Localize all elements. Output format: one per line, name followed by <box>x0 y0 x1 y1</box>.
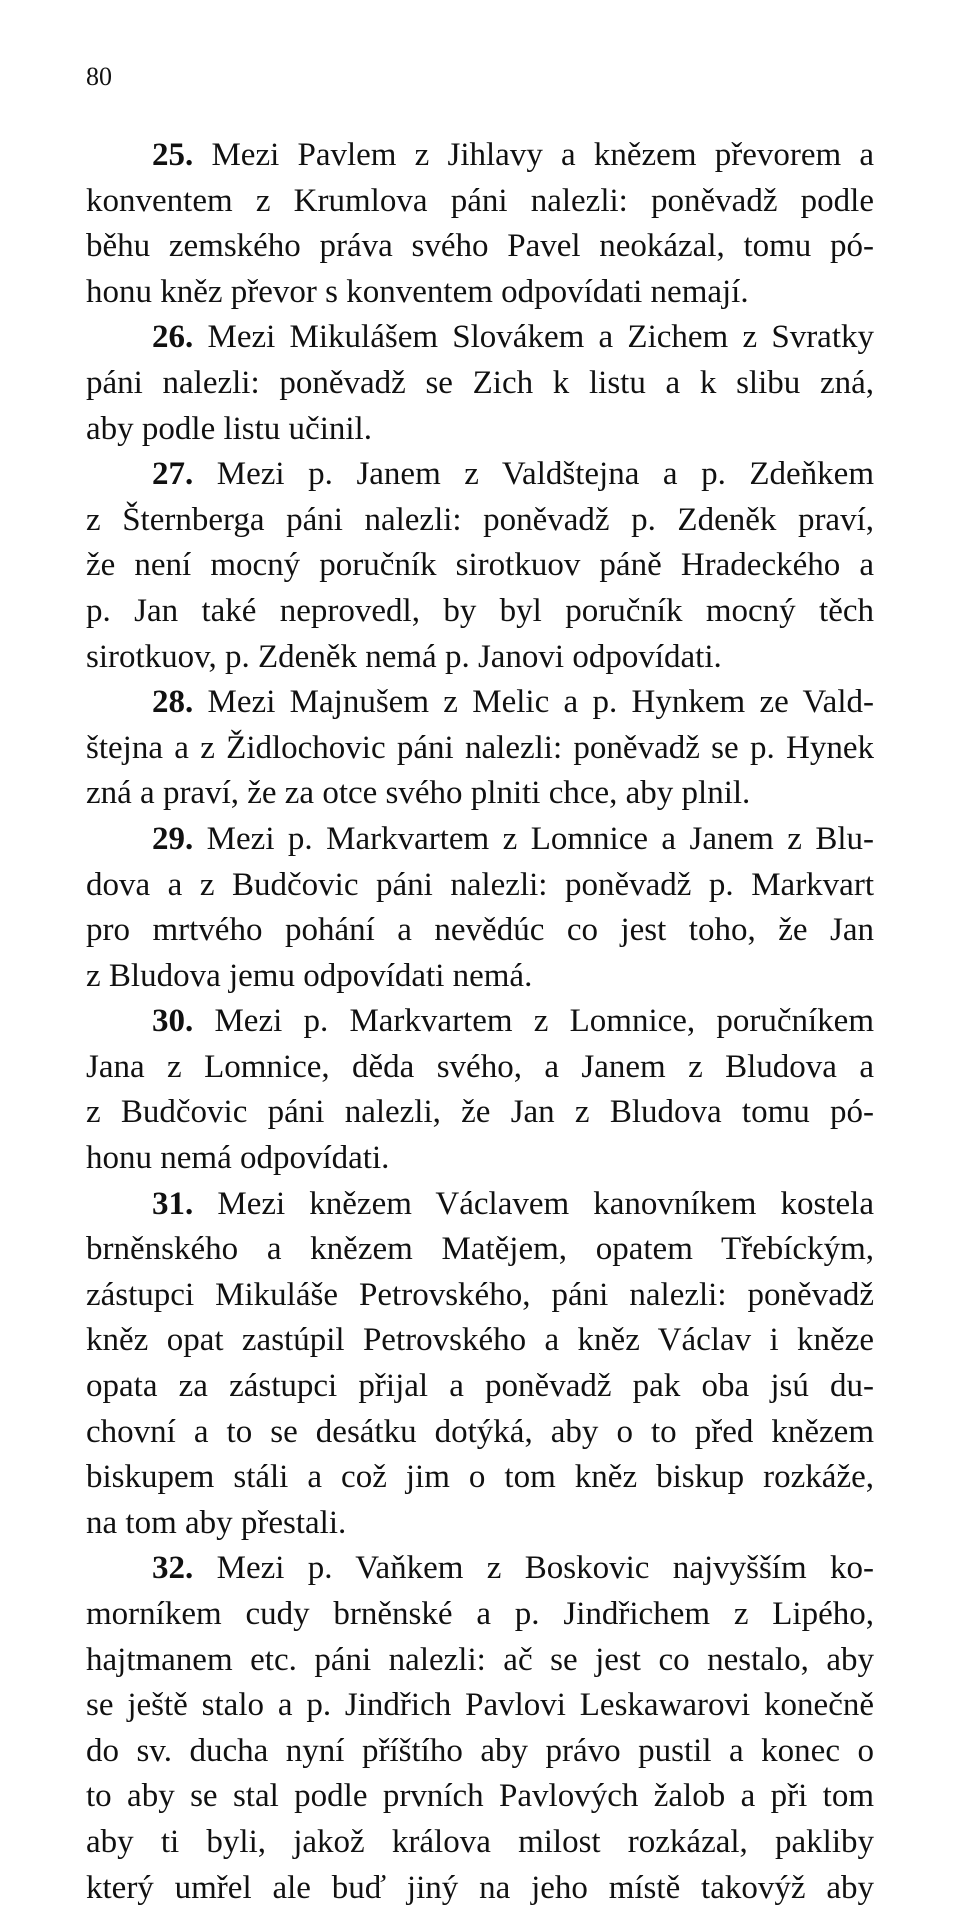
line-text: se ještě stalo a p. Jindřich Pavlovi Leskawarovi konečně <box>86 1687 874 1724</box>
text-line <box>86 1227 874 1273</box>
line-text: honu nemá odpovídati. <box>86 1140 390 1177</box>
text-line <box>86 771 874 817</box>
line-text: běhu zemského práva svého Pavel neokázal, tomu pó- <box>86 228 874 265</box>
paragraph-first-line <box>86 133 874 179</box>
line-text: Mezi Mikulášem Slovákem a Zichem z Svratky <box>193 319 874 356</box>
line-text: opata za zástupci přijal a poněvadž pak oba jsú du- <box>86 1368 874 1405</box>
paragraph-number: 28. <box>152 684 194 721</box>
paragraph-number: 32. <box>152 1550 194 1587</box>
line-text: na tom aby přestali. <box>86 1504 347 1541</box>
paragraph-first-line <box>86 817 874 863</box>
line-text: zástupci Mikuláše Petrovského, páni nalezli: poněvadž <box>86 1276 874 1313</box>
text-line <box>86 863 874 909</box>
text-line <box>86 954 874 1000</box>
text-line <box>86 1090 874 1136</box>
paragraph-number: 30. <box>152 1003 194 1040</box>
line-text: brněnského a knězem Matějem, opatem Třebíckým, <box>86 1231 874 1268</box>
line-text: Mezi Majnušem z Melic a p. Hynkem ze Vald- <box>193 684 874 721</box>
line-text: Mezi p. Janem z Valdštejna a p. Zdeňkem <box>193 456 874 493</box>
line-text: aby ti byli, jakož králova milost rozkázal, pakliby <box>86 1823 874 1860</box>
line-text: páni nalezli: poněvadž se Zich k listu a k slibu zná, <box>86 364 874 401</box>
line-text: dova a z Budčovic páni nalezli: poněvadž p. Markvart <box>86 866 874 903</box>
text-line <box>86 1638 874 1684</box>
line-text: Jana z Lomnice, děda svého, a Janem z Bludova a <box>86 1048 874 1085</box>
paragraph-first-line <box>86 1182 874 1228</box>
text-line <box>86 1866 874 1911</box>
text-line <box>86 1136 874 1182</box>
text-line <box>86 1455 874 1501</box>
paragraph-number: 27. <box>152 456 194 493</box>
line-text: z Budčovic páni nalezli, že Jan z Bludova tomu pó- <box>86 1094 874 1131</box>
text-line <box>86 179 874 225</box>
line-text: z Bludova jemu odpovídati nemá. <box>86 957 533 994</box>
text-line <box>86 726 874 772</box>
line-text: Mezi p. Markvartem z Lomnice, poručníkem <box>193 1003 874 1040</box>
text-line <box>86 589 874 635</box>
paragraph-first-line <box>86 452 874 498</box>
line-text: do sv. ducha nyní příštího aby právo pustil a konec o <box>86 1732 874 1769</box>
line-text: honu kněz převor s konventem odpovídati nemají. <box>86 273 749 310</box>
text-line <box>86 1774 874 1820</box>
text-line <box>86 543 874 589</box>
text-line <box>86 1364 874 1410</box>
text-line <box>86 1501 874 1547</box>
text-line <box>86 1820 874 1866</box>
line-text: to aby se stal podle prvních Pavlových žalob a při tom <box>86 1778 874 1815</box>
line-text: štejna a z Židlochovic páni nalezli: poněvadž se p. Hynek <box>86 729 874 766</box>
text-line <box>86 407 874 453</box>
line-text: p. Jan také neprovedl, by byl poručník mocný těch <box>86 592 874 629</box>
line-text: Mezi p. Vaňkem z Boskovic najvyšším ko- <box>193 1550 874 1587</box>
text-line <box>86 1318 874 1364</box>
paragraph-first-line <box>86 1546 874 1592</box>
line-text: aby podle listu učinil. <box>86 410 372 447</box>
text-line <box>86 1410 874 1456</box>
line-text: pro mrtvého pohání a nevědúc co jest toho, že Jan <box>86 912 874 949</box>
line-text: Mezi Pavlem z Jihlavy a knězem převorem a <box>193 137 874 173</box>
paragraph-first-line <box>86 315 874 361</box>
line-text: zná a praví, že za otce svého plniti chce, aby plnil. <box>86 775 751 812</box>
paragraph-first-line <box>86 999 874 1045</box>
text-line <box>86 635 874 681</box>
line-text: z Šternberga páni nalezli: poněvadž p. Zdeněk praví, <box>86 501 874 538</box>
body-text <box>86 133 874 1911</box>
line-text: že není mocný poručník sirotkuov páně Hradeckého a <box>86 547 874 584</box>
text-line <box>86 1592 874 1638</box>
text-line <box>86 270 874 316</box>
line-text: hajtmanem etc. páni nalezli: ač se jest co nestalo, aby <box>86 1641 874 1678</box>
text-line <box>86 908 874 954</box>
paragraph-number: 31. <box>152 1185 194 1222</box>
text-line <box>86 224 874 270</box>
line-text: kněz opat zastúpil Petrovského a kněz Václav i kněze <box>86 1322 874 1359</box>
paragraph-number: 26. <box>152 319 194 356</box>
line-text: biskupem stáli a což jim o tom kněz biskup rozkáže, <box>86 1459 874 1496</box>
text-line <box>86 1273 874 1319</box>
text-line <box>86 1683 874 1729</box>
line-text: Mezi p. Markvartem z Lomnice a Janem z Blu- <box>193 820 874 857</box>
line-text: Mezi knězem Václavem kanovníkem kostela <box>193 1185 874 1222</box>
paragraph-first-line <box>86 680 874 726</box>
page-number: 80 <box>86 62 112 91</box>
text-line <box>86 1045 874 1091</box>
paragraph-number: 25. <box>152 137 194 173</box>
paragraph-number: 29. <box>152 820 194 857</box>
line-text: sirotkuov, p. Zdeněk nemá p. Janovi odpovídati. <box>86 638 722 675</box>
text-line <box>86 498 874 544</box>
line-text: který umřel ale buď jiný na jeho místě takovýž aby <box>86 1869 874 1906</box>
text-line <box>86 1729 874 1775</box>
line-text: morníkem cudy brněnské a p. Jindřichem z Lipého, <box>86 1596 874 1632</box>
line-text: konventem z Krumlova páni nalezli: poněvadž podle <box>86 182 874 219</box>
line-text: chovní a to se desátku dotýká, aby o to před knězem <box>86 1413 874 1450</box>
text-line <box>86 361 874 407</box>
